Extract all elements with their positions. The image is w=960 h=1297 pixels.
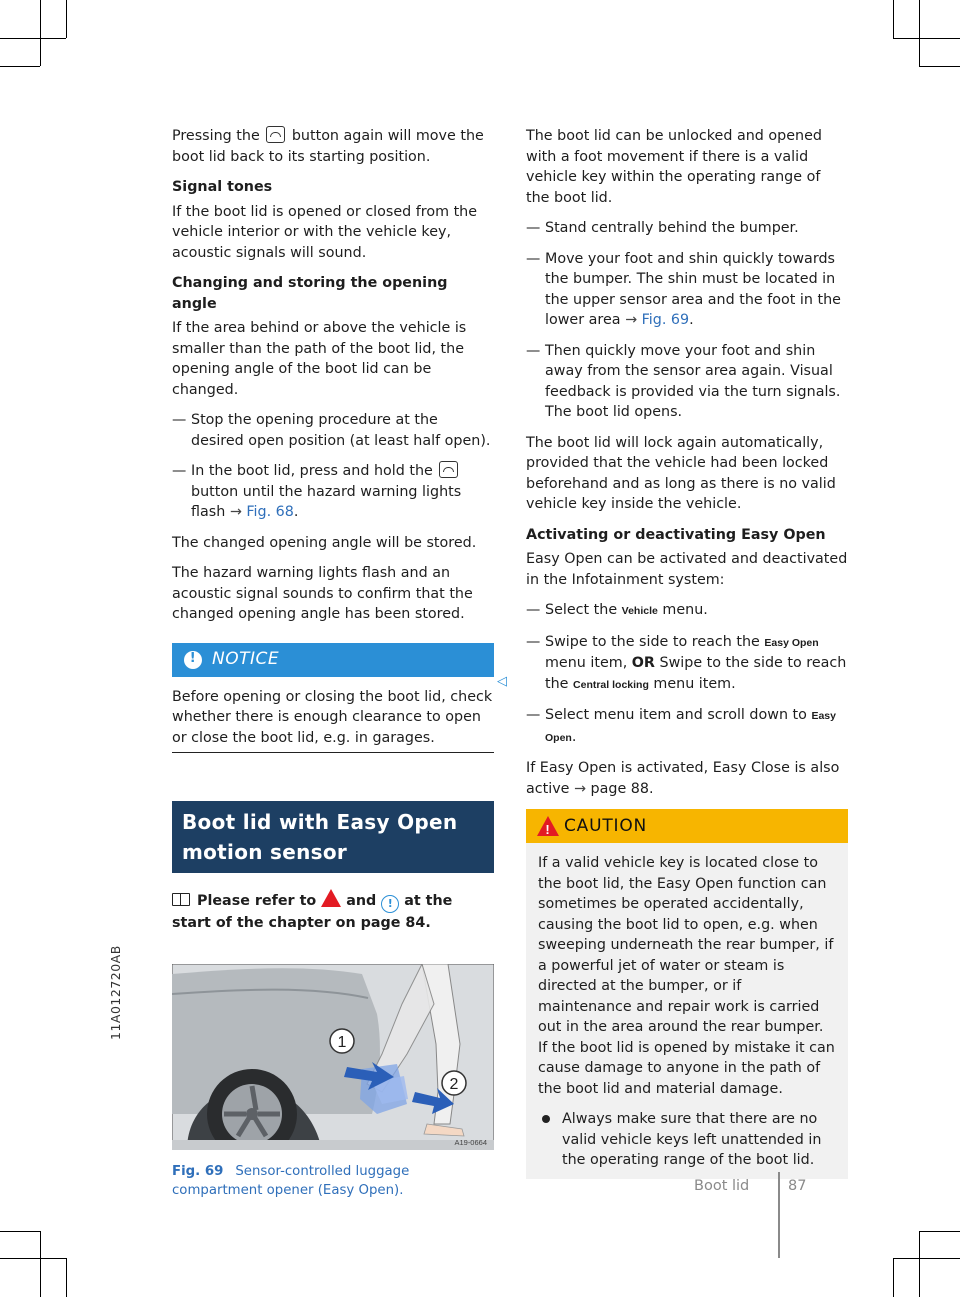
paragraph: If the area behind or above the vehicle is smaller than the path of the boot lid, the opening angle of the boot lid can be changed. [172,320,467,398]
subheading: Changing and storing the opening angle [172,275,448,312]
info-circle-icon: ! [381,895,399,913]
step-item: — Select the Vehicle menu. [526,600,848,622]
section-end-icon: ◁ [497,674,507,689]
notice-label: NOTICE [212,649,280,670]
subheading: Signal tones [172,179,273,195]
warning-triangle-icon [536,815,560,837]
figure-caption: Fig. 69 Sensor-controlled luggage compartment opener (Easy Open). [172,1163,410,1198]
svg-text:!: ! [545,822,551,837]
crop-mark [919,0,920,66]
step-item: — Select menu item and scroll down to Easy Open. [526,705,848,748]
figure-easy-open-illustration [172,964,494,1150]
paragraph: The boot lid will lock again automatically, provided that the vehicle had been locked beforehand and as long as there is no valid vehicle key inside the vehicle. [526,434,836,512]
menu-name: Easy Open [545,710,836,744]
footer-section: Boot lid [694,1178,750,1194]
caution-bullet: Always make sure that there are no valid vehicle keys left unattended in the operating range of the boot lid. [538,1109,836,1171]
figure-code: A19-0664 [454,1137,487,1147]
crop-mark [0,38,66,39]
caution-box [526,809,848,1179]
crop-mark [0,66,40,67]
crop-mark [0,1258,66,1259]
crop-mark [0,1231,40,1232]
notice-icon: ! [184,651,202,669]
paragraph: The hazard warning lights flash and an acoustic signal sounds to confirm that the changed opening angle has been stored. [172,565,473,622]
document-code: 11A012720AB [108,945,123,1040]
figure-link[interactable]: Fig. 68 [246,504,294,520]
book-icon [172,893,190,906]
menu-name: Easy Open [764,636,819,649]
caution-label: CAUTION [564,815,648,836]
crop-mark [893,1258,960,1259]
paragraph: The changed opening angle will be stored. [172,534,477,551]
crop-mark [40,0,41,66]
step-item: — Stop the opening procedure at the desired open position (at least half open). [172,410,494,451]
svg-text:1: 1 [337,1033,347,1051]
step-item: — Then quickly move your foot and shin away from the sensor area again. Visual feedback is provided via the turn signals. The boot lid opens. [526,341,848,423]
arrow-icon: → [229,504,242,520]
figure-link[interactable]: Fig. 69 [641,312,690,328]
step-item: — Stand centrally behind the bumper. [526,218,848,239]
boot-lid-button-icon [439,461,458,478]
paragraph: Easy Open can be activated and deactivated in the Infotainment system: [526,551,848,588]
refer-note: Please refer to and ! at the start of the chapter on page 84. [172,889,494,934]
paragraph: If Easy Open is activated, Easy Close is also active → page 88. [526,760,840,797]
arrow-icon: → [625,312,638,328]
crop-mark [66,1258,67,1297]
step-item: — In the boot lid, press and hold the button until the hazard warning lights flash → Fig. 68. [172,461,494,523]
paragraph: If the boot lid is opened or closed from the vehicle interior or with the vehicle key, acoustic signals will sound. [172,203,478,261]
caution-header [526,809,848,843]
arrow-icon: → [574,780,586,797]
boot-lid-button-icon [266,126,285,143]
crop-mark [893,1258,894,1297]
crop-mark [66,0,67,38]
right-column [526,126,848,1179]
crop-mark [893,38,960,39]
page-link[interactable]: page 88. [586,780,654,797]
crop-mark [919,66,960,67]
caution-text: If a valid vehicle key is located close to the boot lid, the Easy Open function can sometimes be operated accidentally, causing the boot lid to open, e.g. when sweeping underneath the rear bumper, if a powerful jet of water or steam is directed at the bumper, or if maintenance and repair work is carried out in the area around the rear bumper. If the boot lid is opened by mistake it can cause damage to anyone in the path of the boot lid and material damage. [538,855,835,1097]
crop-mark [893,0,894,38]
left-column [172,126,494,1200]
paragraph: Pressing the button again will move the boot lid back to its starting position. [172,128,484,165]
svg-text:2: 2 [449,1075,459,1093]
paragraph: The boot lid can be unlocked and opened with a foot movement if there is a valid vehicle key within the operating range of the boot lid. [526,128,822,206]
section-title: Boot lid with Easy Open motion sensor [172,801,494,873]
step-item: — Move your foot and shin quickly towards the bumper. The shin must be located in the upper sensor area and the foot in the lower area → Fig. 69. [526,249,848,331]
crop-mark [919,1231,920,1297]
page-number: 87 [788,1178,807,1194]
subheading: Activating or deactivating Easy Open [526,526,826,543]
notice-text: Before opening or closing the boot lid, check whether there is enough clearance to open or close the boot lid, e.g. in garages. [172,687,494,754]
step-item: — Swipe to the side to reach the Easy Open menu item, OR Swipe to the side to reach the Central locking menu item. [526,632,848,696]
caution-body [526,843,848,1179]
crop-mark [40,1231,41,1297]
footer-divider [778,1172,780,1258]
warning-triangle-icon [321,889,341,907]
menu-name: Vehicle [621,605,658,617]
crop-mark [919,1231,960,1232]
menu-name: Central locking [573,678,649,691]
notice-header [172,643,494,677]
